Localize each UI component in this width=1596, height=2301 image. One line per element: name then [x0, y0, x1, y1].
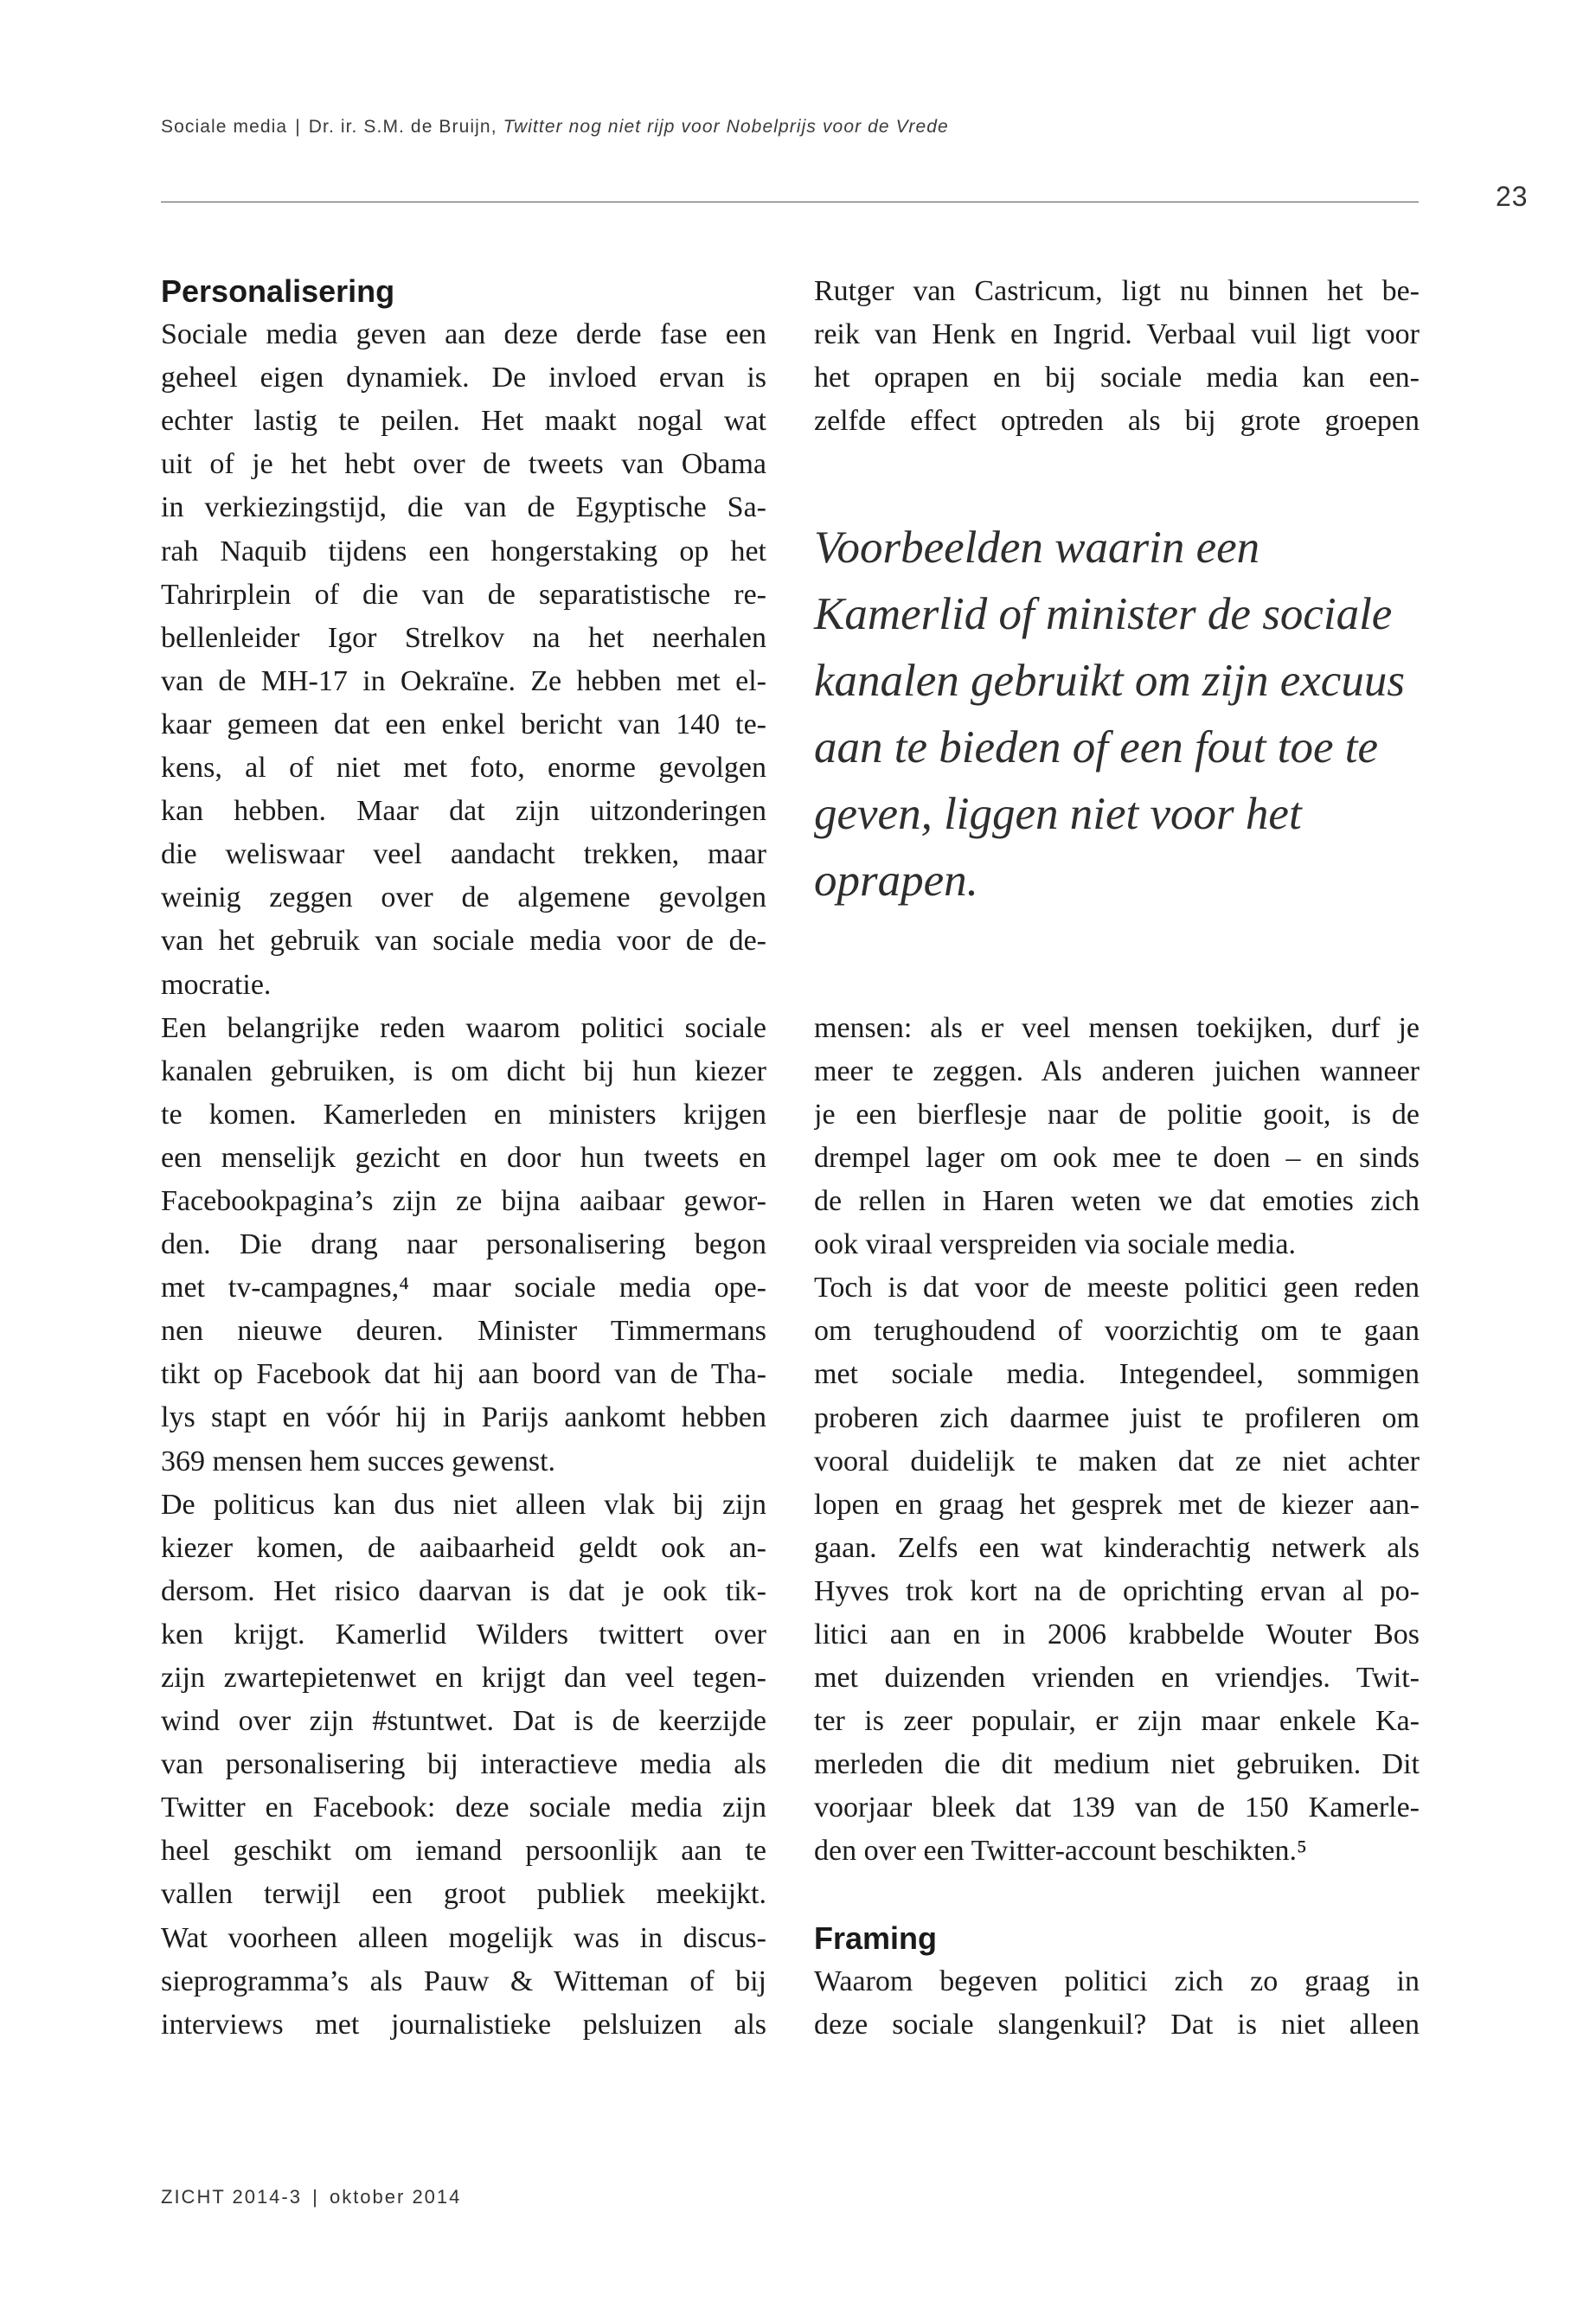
page-number: 23: [1496, 181, 1529, 212]
paragraph: [161, 1007, 766, 1484]
pull-quote-line: Voorbeelden waarin een: [814, 522, 1260, 573]
text-line: sieprogramma’s als Pauw & Witteman of bij: [161, 1965, 766, 1997]
page-footer: [161, 2182, 461, 2213]
paragraph: [814, 1007, 1420, 1267]
text-line: van de MH-17 in Oekraïne. Ze hebben met el-: [161, 664, 766, 697]
text-line: vallen terwijl een groot publiek meekijkt.: [161, 1878, 766, 1911]
text-line: ken krijgt. Kamerlid Wilders twittert over: [161, 1618, 766, 1650]
text-line: mocratie.: [161, 968, 272, 1001]
section-heading-framing: Framing: [814, 1920, 938, 1956]
text-line: ter is zeer populair, er zijn maar enkele Ka-: [814, 1705, 1420, 1738]
text-line: te komen. Kamerleden en ministers krijgen: [161, 1098, 766, 1131]
text-line: om terughoudend of voorzichtig om te gaan: [814, 1315, 1420, 1348]
text-line: Toch is dat voor de meeste politici geen reden: [814, 1272, 1420, 1304]
text-line: rah Naquib tijdens een hongerstaking op het: [161, 535, 766, 567]
running-head-separator: |: [295, 117, 301, 137]
text-line: litici aan en in 2006 krabbelde Wouter Bos: [814, 1618, 1420, 1650]
continued-paragraph: [814, 270, 1420, 443]
text-line: geheel eigen dynamiek. De invloed ervan is: [161, 362, 766, 394]
text-line: kiezer komen, de aaibaarheid geldt ook an-: [161, 1531, 766, 1564]
text-line: voorjaar bleek dat 139 van de 150 Kamerle-: [814, 1791, 1420, 1824]
text-line: Facebookpagina’s zijn ze bijna aaibaar gewor-: [161, 1184, 766, 1217]
left-column: [161, 270, 766, 2047]
text-line: Een belangrijke reden waarom politici sociale: [161, 1011, 766, 1044]
text-line: lopen en graag het gesprek met de kiezer aan-: [814, 1488, 1420, 1521]
text-line: Rutger van Castricum, ligt nu binnen het be-: [814, 275, 1420, 307]
text-line: zijn zwartepietenwet en krijgt dan veel tegen-: [161, 1662, 766, 1694]
text-line: die weliswaar veel aandacht trekken, maar: [161, 838, 766, 871]
text-line: vooral duidelijk te maken dat ze niet achter: [814, 1445, 1420, 1477]
text-line: zelfde effect optreden als bij grote groepen: [814, 405, 1420, 438]
pull-quote-line: Kamerlid of minister de sociale: [814, 589, 1393, 639]
text-line: wind over zijn #stuntwet. Dat is de keerzijde: [161, 1705, 766, 1738]
journal-issue: ZICHT 2014-3: [161, 2186, 302, 2208]
pull-quote-line: oprapen.: [814, 856, 978, 906]
text-line: meer te zeggen. Als anderen juichen wanneer: [814, 1054, 1420, 1087]
text-line: weinig zeggen over de algemene gevolgen: [161, 881, 766, 914]
text-line: heel geschikt om iemand persoonlijk aan te: [161, 1835, 766, 1868]
footer-separator: |: [312, 2186, 319, 2208]
text-line: Tahrirplein of die van de separatistische re-: [161, 578, 766, 611]
pull-quote-line: kanalen gebruikt om zijn excuus: [814, 656, 1405, 706]
text-line: merleden die dit medium niet gebruiken. Dit: [814, 1748, 1420, 1781]
text-line: met sociale media. Integendeel, sommigen: [814, 1358, 1420, 1391]
text-line: Wat voorheen alleen mogelijk was in discus-: [161, 1921, 766, 1954]
text-line: mensen: als er veel mensen toekijken, durf je: [814, 1011, 1420, 1044]
text-line: gaan. Zelfs een wat kinderachtig netwerk als: [814, 1531, 1420, 1564]
text-line: de rellen in Haren weten we dat emoties zich: [814, 1185, 1420, 1218]
text-line: bellenleider Igor Strelkov na het neerhalen: [161, 621, 766, 654]
text-line: interviews met journalistieke pelsluizen als: [161, 2008, 766, 2041]
text-line: proberen zich daarmee juist te profileren om: [814, 1401, 1420, 1434]
running-head: [161, 114, 949, 140]
paragraph: [814, 1960, 1420, 2047]
text-line: kanalen gebruiken, is om dicht bij hun kiezer: [161, 1054, 766, 1087]
article-title: Twitter nog niet rijp voor Nobelprijs voor de Vrede: [503, 117, 949, 137]
text-line: een menselijk gezicht en door hun tweets en: [161, 1141, 766, 1174]
author-name: Dr. ir. S.M. de Bruijn,: [308, 117, 497, 137]
text-line: dersom. Het risico daarvan is dat je ook tik-: [161, 1574, 766, 1607]
paragraph: [161, 1484, 766, 2047]
text-line: Twitter en Facebook: deze sociale media zijn: [161, 1791, 766, 1824]
text-line: in verkiezingstijd, die van de Egyptische Sa-: [161, 491, 766, 524]
text-line: den over een Twitter-account beschikten.⁵: [814, 1835, 1307, 1868]
pull-quote-line: aan te bieden of een fout toe te: [814, 722, 1378, 772]
text-line: uit of je het hebt over de tweets van Obama: [161, 448, 766, 481]
section-heading-personalisering: Personalisering: [161, 273, 395, 309]
text-line: Waarom begeven politici zich zo graag in: [814, 1965, 1420, 1997]
text-line: deze sociale slangenkuil? Dat is niet alleen: [814, 2008, 1420, 2041]
text-line: echter lastig te peilen. Het maakt nogal wat: [161, 405, 766, 438]
text-line: je een bierflesje naar de politie gooit, is de: [814, 1098, 1420, 1131]
text-line: tikt op Facebook dat hij aan boord van de Tha-: [161, 1358, 766, 1391]
text-line: 369 mensen hem succes gewenst.: [161, 1445, 556, 1477]
text-line: Sociale media geven aan deze derde fase een: [161, 318, 766, 351]
pull-quote: [814, 515, 1420, 914]
text-line: met duizenden vrienden en vriendjes. Twit-: [814, 1662, 1420, 1695]
text-line: drempel lager om ook mee te doen – en sinds: [814, 1141, 1420, 1174]
text-line: kens, al of niet met foto, enorme gevolgen: [161, 752, 766, 785]
paragraph: [161, 313, 766, 1007]
pull-quote-line: geven, liggen niet voor het: [814, 789, 1302, 839]
right-column-top: [814, 270, 1420, 443]
text-line: van het gebruik van sociale media voor de de-: [161, 925, 766, 958]
text-line: lys stapt en vóór hij in Parijs aankomt hebben: [161, 1401, 766, 1434]
text-line: reik van Henk en Ingrid. Verbaal vuil ligt voor: [814, 318, 1420, 351]
text-line: kaar gemeen dat een enkel bericht van 140 te-: [161, 708, 766, 740]
text-line: Hyves trok kort na de oprichting ervan al po-: [814, 1574, 1420, 1607]
text-line: nen nieuwe deuren. Minister Timmermans: [161, 1315, 766, 1348]
text-line: den. Die drang naar personalisering begon: [161, 1228, 766, 1261]
issue-date: oktober 2014: [329, 2186, 462, 2208]
text-line: kan hebben. Maar dat zijn uitzonderingen: [161, 795, 766, 828]
text-line: De politicus kan dus niet alleen vlak bij zijn: [161, 1488, 766, 1521]
text-line: het oprapen en bij sociale media kan een-: [814, 362, 1420, 394]
text-line: met tv-campagnes,⁴ maar sociale media ope-: [161, 1272, 766, 1304]
section-label: Sociale media: [161, 117, 288, 137]
paragraph: [814, 1266, 1420, 1873]
text-line: ook viraal verspreiden via sociale media.: [814, 1228, 1296, 1261]
right-column-bottom: [814, 1007, 1420, 2047]
text-line: van personalisering bij interactieve media als: [161, 1748, 766, 1781]
